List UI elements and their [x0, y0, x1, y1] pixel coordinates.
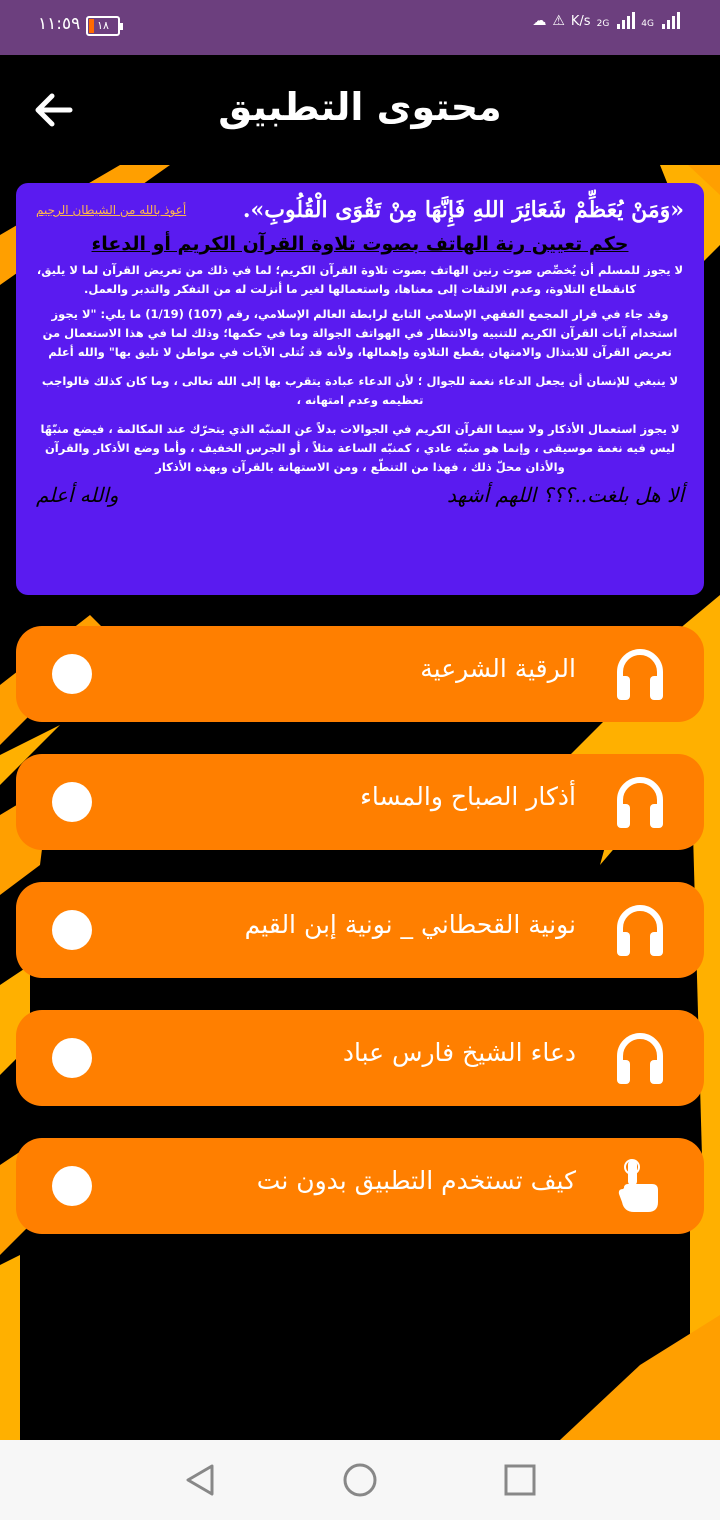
battery-icon — [86, 16, 120, 36]
hand-pointer-icon — [614, 1158, 666, 1214]
menu-item-label: أذكار الصباح والمساء — [360, 782, 576, 811]
radio-button[interactable] — [52, 654, 92, 694]
menu-item-label: الرقية الشرعية — [420, 654, 576, 683]
headphones-icon — [614, 902, 666, 958]
headphones-icon — [614, 646, 666, 702]
network-4g-label: 4G — [641, 19, 654, 29]
menu-item-offline-help[interactable] — [16, 1138, 704, 1234]
menu-item-label: كيف تستخدم التطبيق بدون نت — [256, 1166, 576, 1195]
warning-icon: ⚠ — [552, 13, 565, 29]
menu-item-sheikh-fares-dua[interactable] — [16, 1010, 704, 1106]
status-icons — [532, 12, 680, 29]
radio-button[interactable] — [52, 910, 92, 950]
notice-closing-allah-knows: والله أعلم — [36, 483, 119, 507]
notice-paragraph-3: لا ينبغي للإنسان أن يجعل الدعاء نغمة للجوال ؛ لأن الدعاء عبادة يتقرب بها إلى الله تعالى ، وما كان كذلك فالواجب تعظيمه وعدم امتهانه ، — [41, 374, 679, 407]
notice-paragraph-1: لا يجوز للمسلم أن يُخصِّص صوت رنين الهاتف بصوت تلاوة القرآن الكريم؛ لما في ذلك من تعريض القرآن لما لا يليق، كانقطاع التلاوة، وعدم الالتفات إلى معناها، واستعمالها لغير ما أنزلت له من التفكر والتدبر والعمل. — [36, 263, 684, 296]
menu-item-nuniyyah[interactable] — [16, 882, 704, 978]
ruling-notice-card — [16, 183, 704, 595]
headphones-icon — [614, 1030, 666, 1086]
menu-item-label: دعاء الشيخ فارس عباد — [342, 1038, 576, 1067]
circle-home-icon[interactable] — [342, 1462, 378, 1498]
headphones-icon — [614, 774, 666, 830]
menu-item-ruqyah[interactable] — [16, 626, 704, 722]
signal-icon — [617, 12, 635, 29]
menu-item-morning-evening-adhkar[interactable] — [16, 754, 704, 850]
notice-paragraph-2: وقد جاء في قرار المجمع الفقهي الإسلامي التابع لرابطة العالم الإسلامي، رقم (107) (1/19) ما يلي: "لا يجوز استخدام آيات القرآن الكريم للتنبيه والانتظار في الهواتف الجوالة وما في حكمها؛ وذلك لما في هذا الاستعمال من تعريض القرآن للابتذال والامتهان بقطع التلاوة وإهمالها، ولأنه قد تُتلى الآيات في مواطن لا تليق بها" والله أعلم — [42, 307, 678, 359]
radio-button[interactable] — [52, 1166, 92, 1206]
notice-closing-question: ألا هل بلغت..؟؟؟ اللهم أشهد — [447, 483, 684, 507]
notice-paragraph-4: لا يجوز استعمال الأذكار ولا سيما القرآن الكريم في الجوالات بدلاً عن المنبّه الذي يتحرّك عند المكالمة ، فيضع منبّهًا ليس فيه نغمة موسيقى ، وإنما هو منبّه عادي ، كمنبّه الساعة مثلاً ، أو الجرس الخفيف ، وأما وضع الأذكار والقرآن والأذان محلّ ذلك ، فهذا من التنطّع ، ومن الاستهانة بالقرآن وبهذه الأذكار — [40, 422, 680, 474]
speed-unit: K/s — [570, 14, 591, 29]
radio-button[interactable] — [52, 782, 92, 822]
istiadha-text: أعوذ بالله من الشيطان الرجيم — [36, 203, 187, 217]
quran-verse: «وَمَنْ يُعَظِّمْ شَعَائِرَ اللهِ فَإِنَّهَا مِنْ تَقْوَى الْقُلُوبِ». — [242, 197, 684, 223]
notice-heading: حكم تعيين رنة الهاتف بصوت تلاوة القرآن الكريم أو الدعاء — [91, 233, 629, 255]
app-bar — [0, 55, 720, 165]
system-nav-bar — [0, 1440, 720, 1520]
menu-item-label: نونية القحطاني _ نونية إبن القيم — [244, 910, 576, 939]
signal-icon — [662, 12, 680, 29]
battery-level: ١٨ — [97, 19, 109, 32]
page-title: محتوى التطبيق — [218, 85, 502, 129]
cloud-icon: ☁ — [532, 13, 547, 29]
network-2g-label: 2G — [596, 19, 610, 29]
status-time: ١١:٥٩ — [38, 14, 81, 34]
status-bar — [0, 0, 720, 55]
radio-button[interactable] — [52, 1038, 92, 1078]
triangle-back-icon[interactable] — [182, 1462, 218, 1498]
square-recents-icon[interactable] — [502, 1462, 538, 1498]
